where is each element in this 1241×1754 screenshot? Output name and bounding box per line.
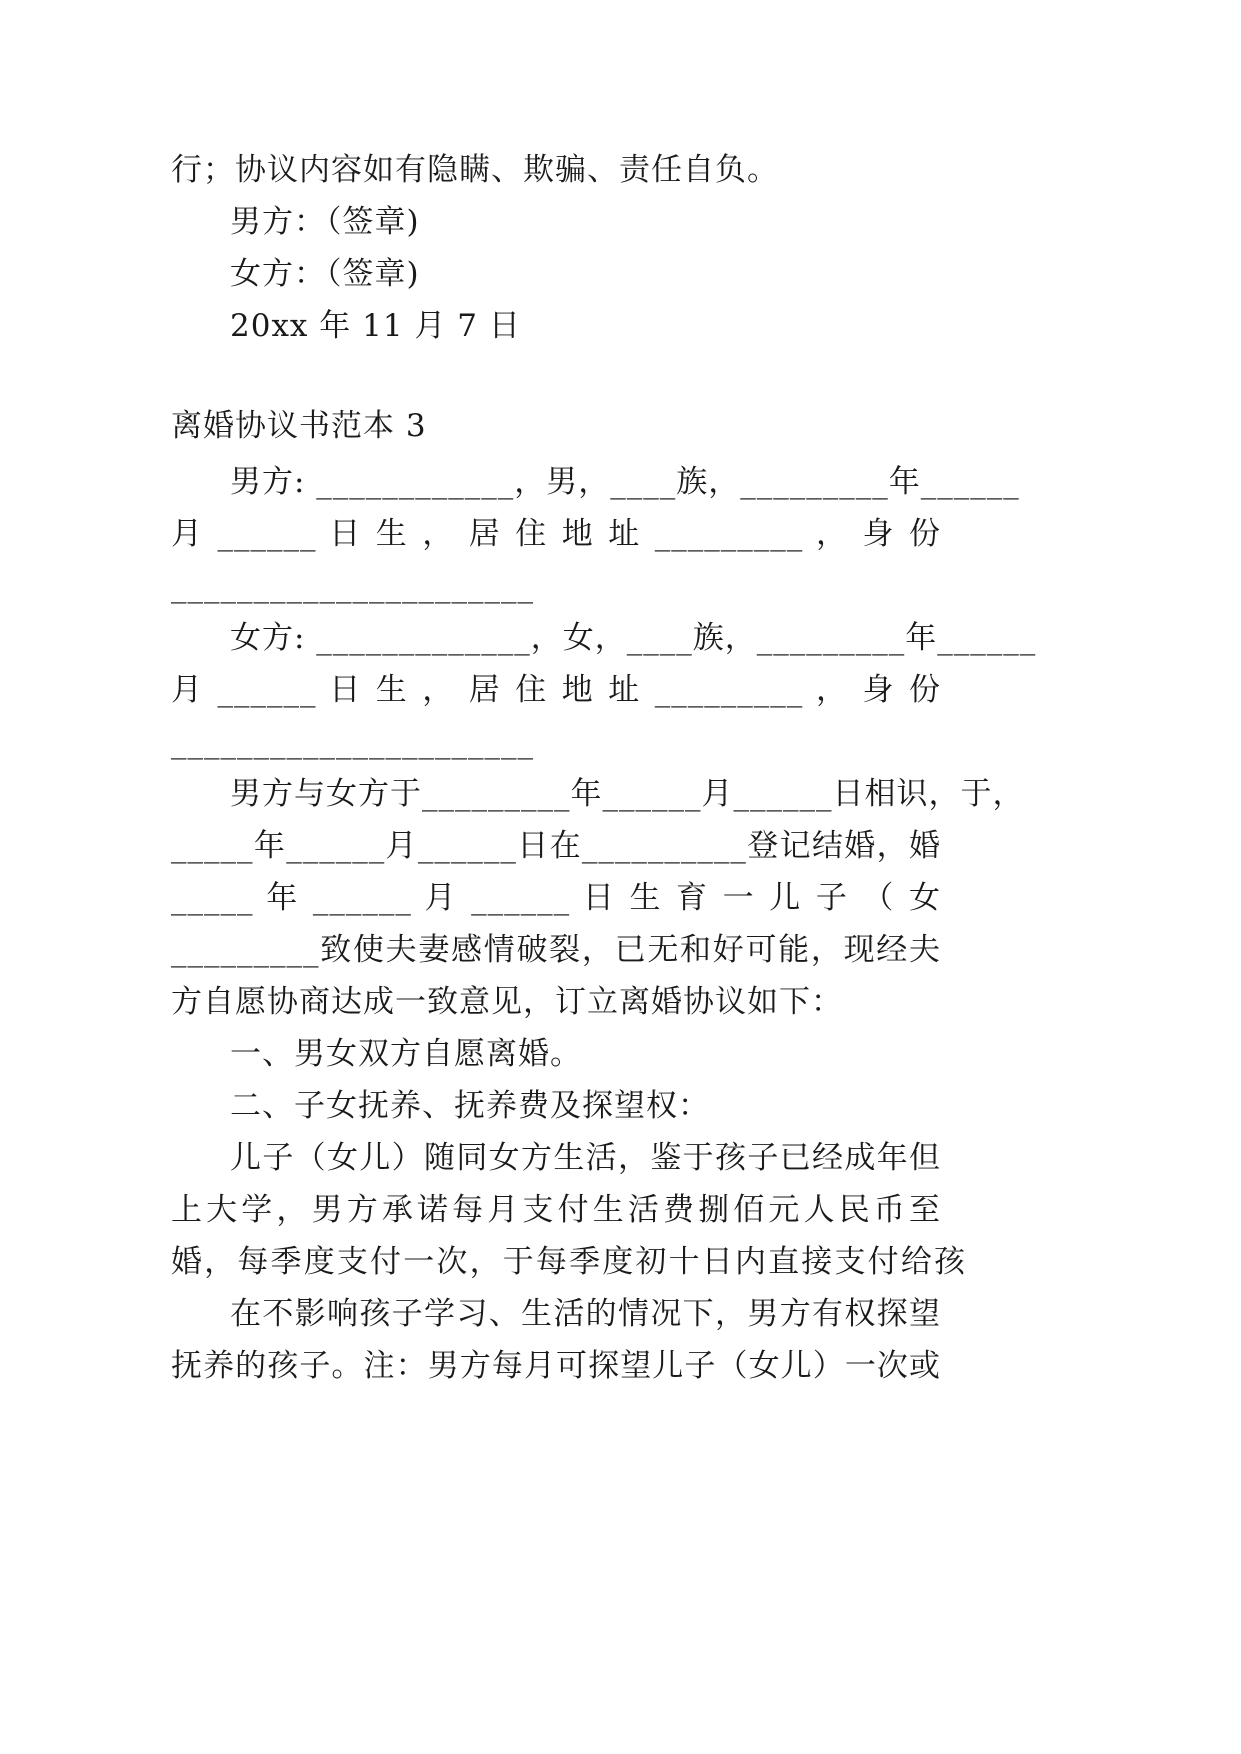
text-line: 女方: _____________，女，____族，_________年______ xyxy=(230,620,1037,656)
text-line: 行；协议内容如有隐瞒、欺骗、责任自负。 xyxy=(171,152,779,188)
text-line: 儿子（女儿）随同女方生活，鉴于孩子已经成年但 xyxy=(230,1140,941,1176)
text-line: _________致使夫妻感情破裂，已无和好可能，现经夫 xyxy=(171,932,941,968)
date-line: 20xx 年 11 月 7 日 xyxy=(230,308,521,344)
text-line: 月 ______ 日 生 ， 居 住 地 址 _________ ， 身 份 xyxy=(171,672,941,708)
text-line: 在不影响孩子学习、生活的情况下，男方有权探望 xyxy=(230,1296,941,1332)
signature-line-male: 男方：（签章) xyxy=(230,204,420,240)
text-line: 抚养的孩子。注：男方每月可探望儿子（女儿）一次或 xyxy=(171,1348,941,1384)
text-line: _____ 年 ______ 月 ______ 日 生 育 一 儿 子 （ 女 xyxy=(171,880,941,916)
text-line: 婚，每季度支付一次，于每季度初十日内直接支付给孩 xyxy=(171,1244,966,1280)
text-line: 男方: ____________，男，____族，_________年______ xyxy=(230,464,1020,500)
text-line: 男方与女方于_________年______月______日相识，于， xyxy=(230,776,1025,812)
blank-line: ______________________ xyxy=(171,568,534,604)
text-line: 方自愿协商达成一致意见，订立离婚协议如下： xyxy=(171,984,843,1020)
text-line: 月 ______ 日 生 ， 居 住 地 址 _________ ， 身 份 xyxy=(171,516,941,552)
signature-line-female: 女方：（签章) xyxy=(230,256,420,292)
blank-line: ______________________ xyxy=(171,724,534,760)
text-line: 上大学，男方承诺每月支付生活费捌佰元人民币至 xyxy=(171,1192,941,1228)
section-title: 离婚协议书范本 3 xyxy=(171,408,427,444)
clause-heading: 一、男女双方自愿离婚。 xyxy=(230,1036,582,1072)
clause-heading: 二、子女抚养、抚养费及探望权： xyxy=(230,1088,710,1124)
text-line: _____年______月______日在__________登记结婚，婚 xyxy=(171,828,941,864)
